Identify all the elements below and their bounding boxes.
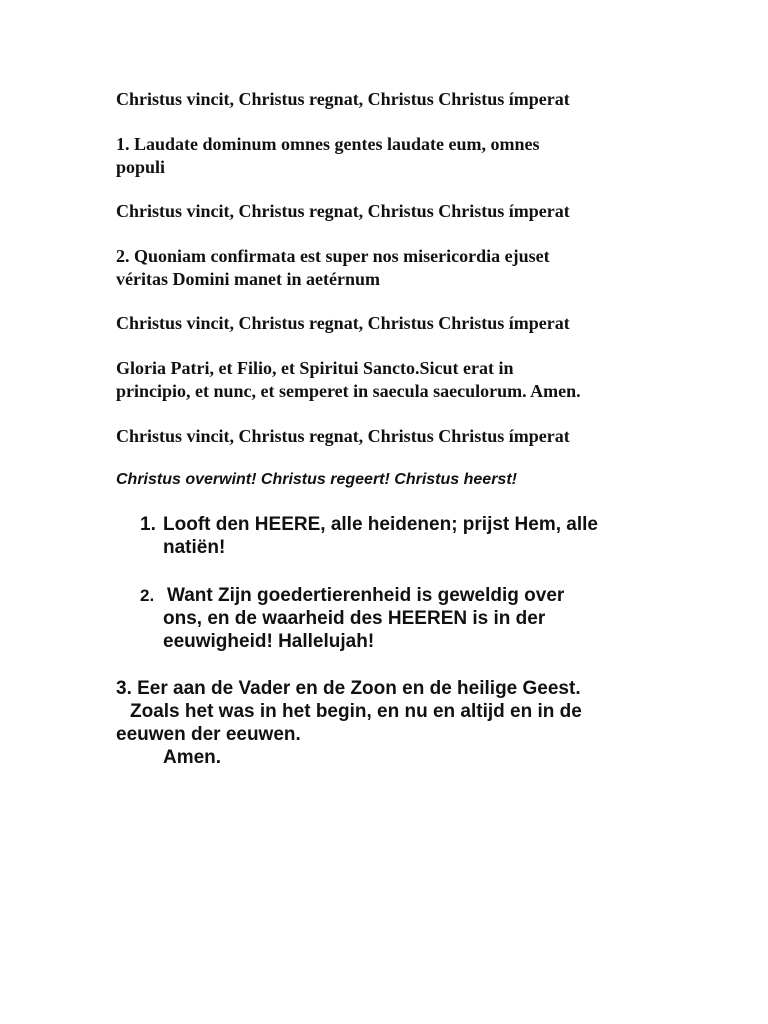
latin-gloria-line-1: Gloria Patri, et Filio, et Spiritui Sancto.Sicut erat in (116, 358, 514, 378)
latin-refrain (116, 88, 716, 111)
dutch-verse-3-line-2: Zoals het was in het begin, en nu en altijd en in de (130, 701, 582, 722)
latin-refrain (116, 312, 716, 335)
dutch-verse-2 (163, 584, 564, 653)
latin-verse-2-line-2: véritas Domini manet in aetérnum (116, 269, 380, 289)
latin-refrain (116, 425, 716, 448)
latin-refrain (116, 200, 716, 223)
dutch-verse-3-line-4: Amen. (163, 747, 222, 768)
dutch-verse-2-line-2: ons, en de waarheid des HEEREN is in der (163, 608, 546, 629)
dutch-verse-2-line-3: eeuwigheid! Hallelujah! (163, 631, 375, 652)
dutch-verse-2-line-1: Want Zijn goedertierenheid is geweldig over (167, 585, 565, 606)
latin-verse-2 (116, 245, 716, 291)
refrain-text: Christus vincit, Christus regnat, Christus Christus ímperat (116, 201, 570, 221)
refrain-text: Christus vincit, Christus regnat, Christus Christus ímperat (116, 426, 570, 446)
dutch-verse-3 (116, 677, 582, 769)
dutch-verse-1-line-1: Looft den HEERE, alle heidenen; prijst Hem, alle (163, 514, 598, 535)
latin-verse-2-line-1: 2. Quoniam confirmata est super nos misericordia ejuset (116, 246, 550, 266)
dutch-verse-2-number: 2. (140, 586, 155, 605)
latin-verse-1-line-2: populi (116, 157, 166, 177)
dutch-verse-3-line-3: eeuwen der eeuwen. (116, 724, 301, 745)
latin-gloria (116, 357, 716, 403)
latin-verse-1 (116, 133, 716, 179)
latin-verse-1-line-1: 1. Laudate dominum omnes gentes laudate eum, omnes (116, 134, 540, 154)
dutch-refrain-text: Christus overwint! Christus regeert! Christus heerst! (116, 471, 517, 488)
dutch-verse-1-number: 1. (140, 514, 156, 535)
dutch-refrain (116, 470, 517, 490)
dutch-verse-3-line-1: 3. Eer aan de Vader en de Zoon en de heilige Geest. (116, 678, 581, 699)
dutch-verse-1 (163, 513, 598, 559)
refrain-text: Christus vincit, Christus regnat, Christus Christus ímperat (116, 89, 570, 109)
latin-gloria-line-2: principio, et nunc, et semperet in saecula saeculorum. Amen. (116, 381, 581, 401)
refrain-text: Christus vincit, Christus regnat, Christus Christus ímperat (116, 313, 570, 333)
dutch-verse-1-line-2: natiën! (163, 537, 226, 558)
